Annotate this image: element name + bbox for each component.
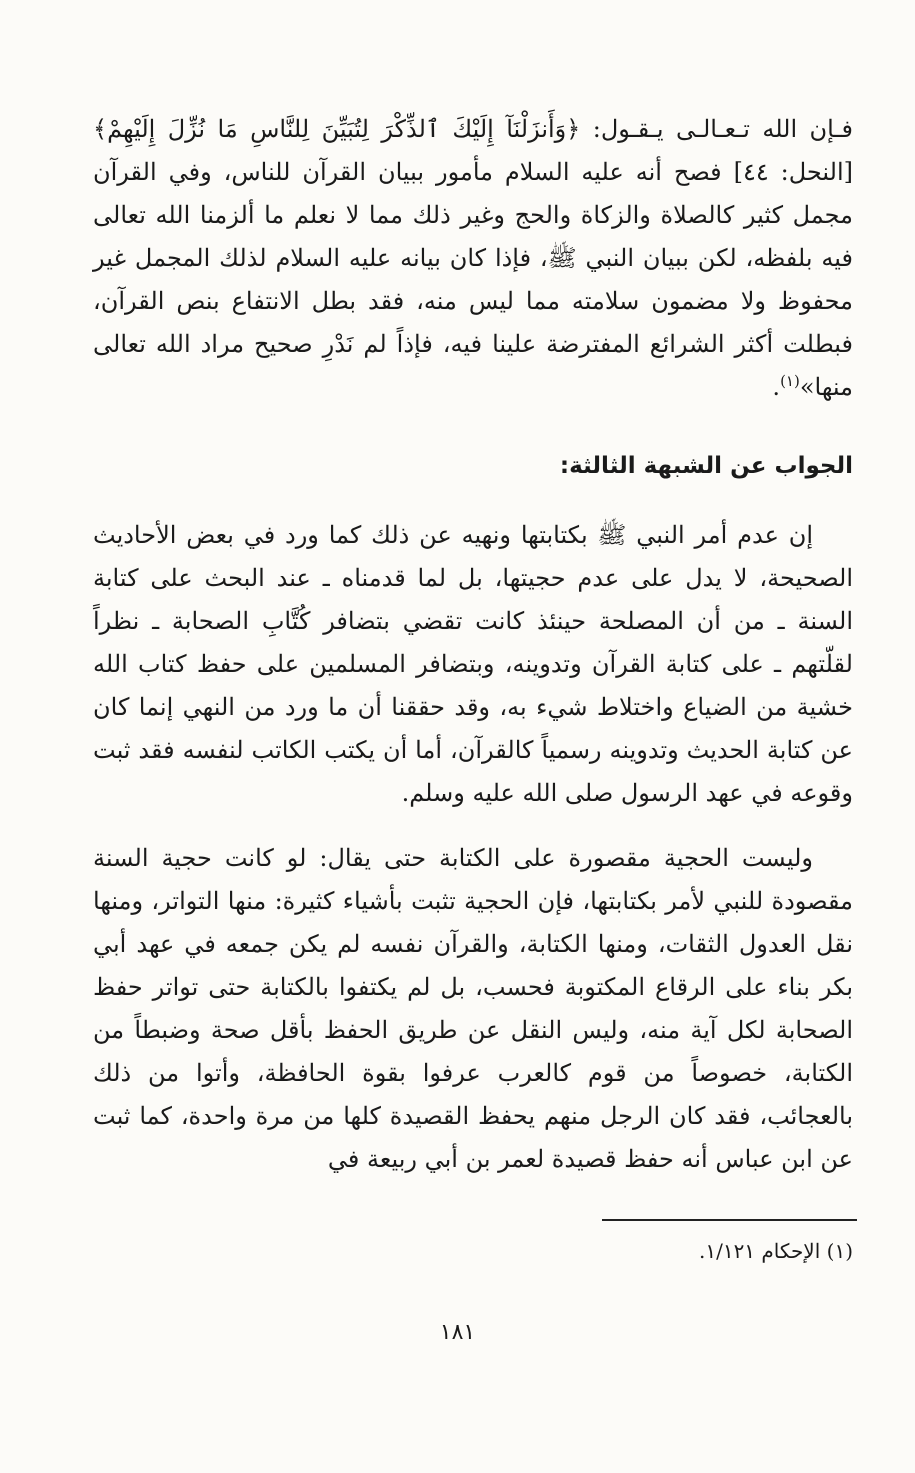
paragraph-text: فـإن الله تـعـالـى يـقـول: ﴿وَأَنزَلْنَآ إِلَيْكَ ٱلذِّكْرَ لِتُبَيِّنَ لِلنَّاسِ مَا نُزِّلَ إِلَيْهِمْ﴾ [النحل: ٤٤] فصح أنه عليه السلام مأمور ببيان القرآن للناس، وفي القرآن مجمل كثير كالصلاة والزكاة والحج وغير ذلك مما لا نعلم ما ألزمنا الله تعالى فيه بلفظه، لكن ببيان النبي ﷺ، فإذا كان بيانه عليه السلام لذلك المجمل غير محفوظ ولا مضمون سلامته مما ليس منه، فقد بطل الانتفاع بنص القرآن، فبطلت أكثر الشرائع المفترضة علينا فيه، فإذاً لم نَدْرِ صحيح مراد الله تعالى منها»	[93, 115, 854, 401]
paragraph-quote-continuation	[93, 108, 853, 409]
footnote-divider	[602, 1219, 857, 1221]
page-number: ١٨١	[439, 1320, 476, 1345]
paragraph-hujjiyya	[93, 837, 853, 1181]
footnote-reference: (١)	[780, 372, 800, 390]
paragraph-answer	[93, 514, 853, 815]
footnote: (١) الإحكام ١/١٢١.	[698, 1239, 853, 1263]
paragraph-text: وليست الحجية مقصورة على الكتابة حتى يقال: لو كانت حجية السنة مقصودة للنبي لأمر بكتابتها، فإن الحجية تثبت بأشياء كثيرة: منها التواتر، ومنها نقل العدول الثقات، ومنها الكتابة، والقرآن نفسه لم يكن جمعه في عهد أبي بكر بناء على الرقاع المكتوبة فحسب، بل لم يكتفوا بالكتابة حتى تواتر حفظ الصحابة لكل آية منه، وليس النقل عن طريق الحفظ بأقل صحة وضبطاً من الكتابة، خصوصاً من قوم كالعرب عرفوا بقوة الحافظة، وأتوا من ذلك بالعجائب، فقد كان الرجل منهم يحفظ القصيدة كلها من مرة واحدة، كما ثبت عن ابن عباس أنه حفظ قصيدة لعمر بن أبي ربيعة في	[93, 844, 853, 1173]
paragraph-end: .	[772, 373, 781, 401]
paragraph-text: إن عدم أمر النبي ﷺ بكتابتها ونهيه عن ذلك كما ورد في بعض الأحاديث الصحيحة، لا يدل على عدم حجيتها، بل لما قدمناه ـ عند البحث على كتابة السنة ـ من أن المصلحة حينئذ كانت تقضي بتضافر كُتَّابِ الصحابة ـ نظراً لقلّتهم ـ على كتابة القرآن وتدوينه، وبتضافر المسلمين على حفظ كتاب الله خشية من الضياع واختلاط شيء به، وقد حققنا أن ما ورد من النهي إنما كان عن كتابة الحديث وتدوينه رسمياً كالقرآن، أما أن يكتب الكاتب لنفسه فقد ثبت وقوعه في عهد الرسول صلى الله عليه وسلم.	[93, 521, 853, 807]
section-heading: الجواب عن الشبهة الثالثة:	[559, 453, 853, 479]
